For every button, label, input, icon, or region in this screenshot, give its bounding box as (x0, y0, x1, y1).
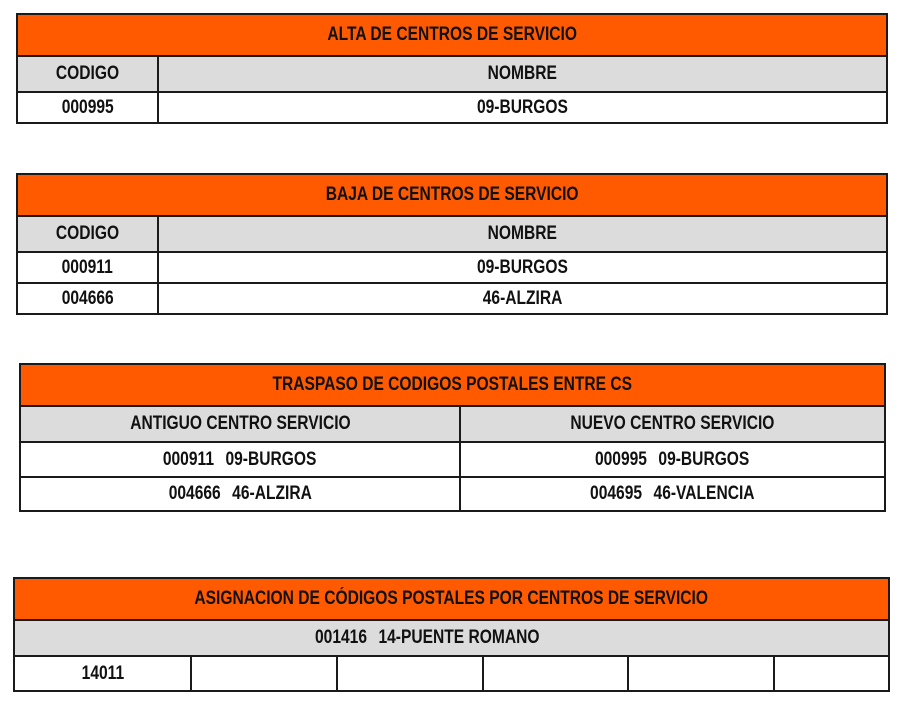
alta-codigo-cell: 000995 (17, 92, 158, 123)
alta-nombre-cell: 09-BURGOS (158, 92, 887, 123)
nuevo-nombre: 09-BURGOS (658, 448, 750, 470)
traspaso-header-nuevo: NUEVO CENTRO SERVICIO (460, 406, 885, 442)
traspaso-title: TRASPASO DE CODIGOS POSTALES ENTRE CS (20, 364, 885, 406)
baja-nombre-cell: 46-ALZIRA (158, 283, 887, 314)
codigo-postal-cell: 14011 (14, 656, 191, 691)
baja-codigo-cell: 000911 (17, 252, 158, 283)
nuevo-codigo: 004695 (590, 483, 643, 504)
table-row (17, 92, 887, 123)
nuevo-codigo: 000995 (595, 448, 648, 470)
codigo-postal-cell (774, 656, 889, 691)
table-row (20, 442, 885, 477)
centro-nombre: 14-PUENTE ROMANO (378, 627, 540, 648)
centro-codigo: 001416 (314, 627, 367, 648)
traspaso-nuevo-cell (460, 477, 885, 511)
traspaso-header-antiguo: ANTIGUO CENTRO SERVICIO (20, 406, 460, 442)
alta-title: ALTA DE CENTROS DE SERVICIO (17, 14, 887, 56)
table-row (17, 283, 887, 314)
antiguo-nombre: 09-BURGOS (225, 448, 317, 470)
table-row (14, 656, 889, 691)
alta-header-codigo: CODIGO (17, 56, 158, 92)
traspaso-antiguo-cell (20, 442, 460, 477)
baja-table (16, 173, 888, 315)
codigo-postal-cell (337, 656, 483, 691)
antiguo-codigo: 000911 (163, 448, 215, 470)
asignacion-table (13, 577, 890, 692)
nuevo-nombre: 46-VALENCIA (653, 483, 755, 504)
alta-table (16, 13, 888, 124)
codigo-postal-cell (483, 656, 628, 691)
table-row (17, 252, 887, 283)
asignacion-centro (14, 620, 889, 656)
antiguo-codigo: 004666 (168, 483, 221, 504)
baja-title: BAJA DE CENTROS DE SERVICIO (17, 174, 887, 216)
alta-header-nombre: NOMBRE (158, 56, 887, 92)
baja-header-codigo: CODIGO (17, 216, 158, 252)
asignacion-title: ASIGNACION DE CÓDIGOS POSTALES POR CENTROS DE SERVICIO (14, 578, 889, 620)
codigo-postal-cell (191, 656, 337, 691)
baja-nombre-cell: 09-BURGOS (158, 252, 887, 283)
baja-header-nombre: NOMBRE (158, 216, 887, 252)
table-row (20, 477, 885, 511)
antiguo-nombre: 46-ALZIRA (231, 483, 312, 504)
traspaso-table (19, 363, 886, 512)
baja-codigo-cell: 004666 (17, 283, 158, 314)
traspaso-nuevo-cell (460, 442, 885, 477)
traspaso-antiguo-cell (20, 477, 460, 511)
codigo-postal-cell (628, 656, 774, 691)
